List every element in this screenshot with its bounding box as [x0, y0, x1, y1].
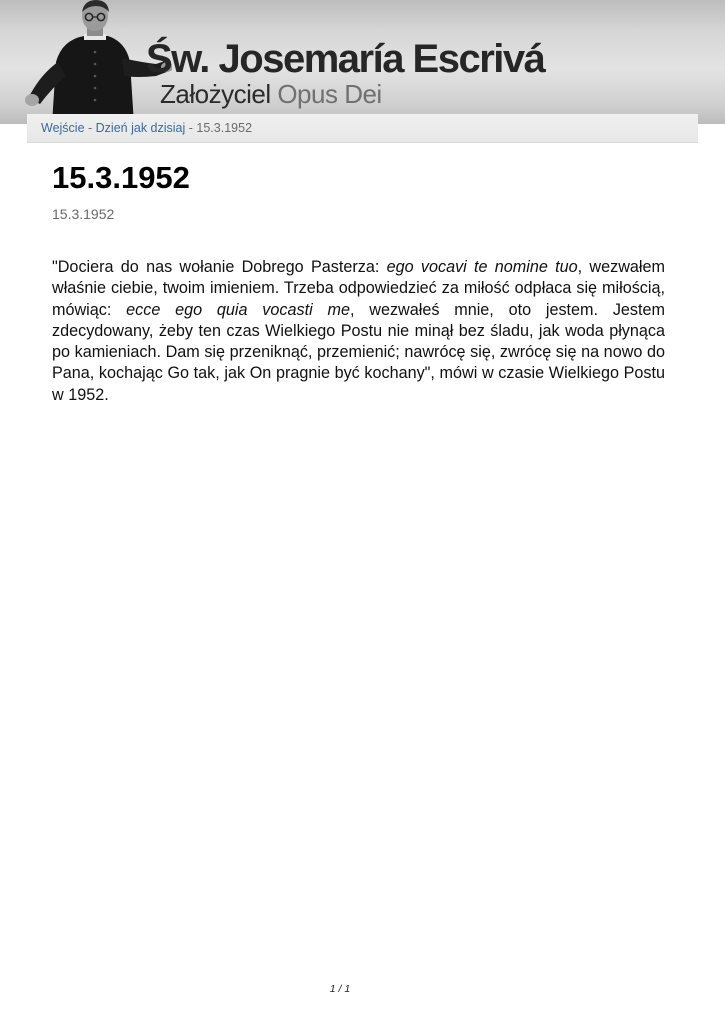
site-subtitle-opus-dei: Opus Dei — [277, 79, 382, 109]
body-latin-quote: ego vocavi te nomine tuo — [386, 258, 578, 276]
breadcrumb-separator: - — [88, 121, 96, 135]
body-latin-quote: ecce ego quia vocasti me — [126, 300, 350, 319]
breadcrumb-separator: - — [188, 121, 197, 135]
site-title: Św. Josemaría Escrivá — [146, 37, 545, 81]
article-body — [52, 257, 665, 406]
breadcrumb-link-day[interactable]: Dzień jak dzisiaj — [95, 121, 186, 135]
body-text-segment: "Dociera do nas wołanie Dobrego Pasterza: — [52, 258, 387, 276]
breadcrumb-link-home[interactable]: Wejście — [41, 121, 85, 135]
site-subtitle-founder: Założyciel — [160, 79, 271, 109]
site-subtitle — [160, 78, 382, 110]
body-text-segment: , wezwałeś mnie, oto jestem. Jestem zdecydowany, żeby ten czas Wielkiego Postu nie minął bez śladu, jak woda płynąca po kamieniach. Dam się przeniknąć, przemienić; nawrócę się, zwrócę się na nowo do Pana, kochając Go tak, jak On pragnie być kochany", mówi w czasie Wielkiego Postu w 1952. — [52, 300, 665, 404]
breadcrumb-current: 15.3.1952 — [196, 121, 253, 135]
article-date: 15.3.1952 — [52, 206, 115, 222]
page-number: 1 / 1 — [329, 983, 351, 995]
breadcrumb-bar — [27, 114, 698, 143]
breadcrumb — [41, 121, 252, 136]
body-text-segment: , wezwałem właśnie ciebie, twoim imieniem. Trzeba odpowiedzieć za miłość odpłaca się miłością, mówiąc: — [52, 258, 665, 319]
page-title: 15.3.1952 — [52, 160, 190, 195]
site-header-banner — [0, 0, 725, 124]
